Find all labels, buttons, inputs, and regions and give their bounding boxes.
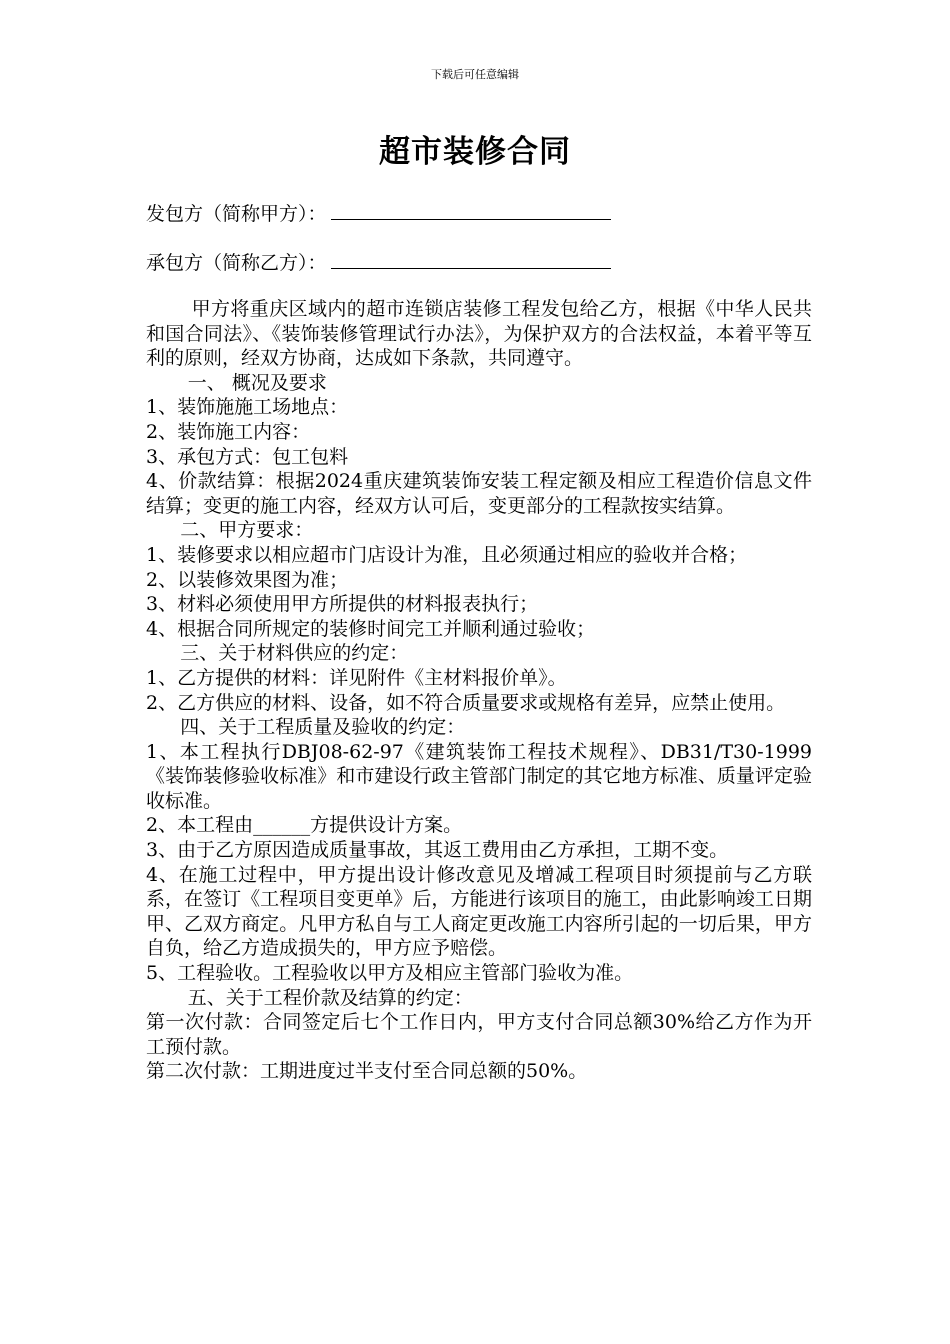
section-4-heading: 四、关于工程质量及验收的约定：: [180, 716, 466, 739]
contract-body: [146, 297, 812, 1084]
section-4-item: 5、工程验收。工程验收以甲方及相应主管部门验收为准。: [146, 962, 634, 985]
section-5-heading: 五、关于工程价款及结算的约定：: [187, 986, 473, 1009]
section-2-item: 2、以装修效果图为准；: [146, 568, 349, 591]
party-a-label: 发包方（简称甲方）：: [146, 203, 327, 225]
section-5-item: 第二次付款：工期进度过半支付至合同总额的50%。: [146, 1060, 588, 1083]
document-title: 超市装修合同: [379, 134, 571, 170]
section-2-heading: 二、甲方要求：: [180, 519, 314, 542]
intro-paragraph: 甲方将重庆区域内的超市连锁店装修工程发包给乙方，根据《中华人民共和国合同法》、《装饰装修管理试行办法》，为保护双方的合法权益，本着平等互利的原则，经双方协商，达成如下条款，共同遵守。: [146, 298, 812, 370]
section-3-heading: 三、关于材料供应的约定：: [180, 642, 409, 665]
party-a-line: [146, 199, 611, 226]
section-1-item: 1、装饰施施工场地点：: [146, 396, 349, 419]
section-4-item: 2、本工程由______方提供设计方案。: [146, 814, 463, 837]
party-b-line: [146, 248, 611, 275]
section-3-item: 2、乙方供应的材料、设备，如不符合质量要求或规格有差异，应禁止使用。: [146, 691, 786, 714]
section-2-item: 3、材料必须使用甲方所提供的材料报表执行；: [146, 593, 539, 616]
section-4-item: 4、在施工过程中，甲方提出设计修改意见及增减工程项目时须提前与乙方联系，在签订《工程项目变更单》后，方能进行该项目的施工，由此影响竣工日期甲、乙双方商定。凡甲方私自与工人商定更改施工内容所引起的一切后果，甲方自负，给乙方造成损失的，甲方应予赔偿。: [146, 863, 812, 960]
party-b-blank: [331, 250, 611, 269]
section-1-item: 2、装饰施工内容：: [146, 420, 311, 443]
party-b-label: 承包方（简称乙方）：: [146, 252, 327, 274]
section-3-item: 1、乙方提供的材料：详见附件《主材料报价单》。: [146, 666, 567, 689]
section-2-item: 1、装修要求以相应超市门店设计为准，且必须通过相应的验收并合格；: [146, 543, 748, 566]
party-a-blank: [331, 201, 611, 220]
section-4-item: 1、本工程执行DBJ08-62-97《建筑装饰工程技术规程》、DB31/T30-1999《装饰装修验收标准》和市建设行政主管部门制定的其它地方标准、质量评定验收标准。: [146, 740, 812, 812]
section-2-item: 4、根据合同所规定的装修时间完工并顺利通过验收；: [146, 617, 596, 640]
section-1-heading: 一、 概况及要求: [187, 371, 327, 394]
header-note: 下载后可任意编辑: [431, 68, 519, 81]
section-5-item: 第一次付款：合同签定后七个工作日内，甲方支付合同总额30%给乙方作为开工预付款。: [146, 1011, 812, 1058]
section-4-item: 3、由于乙方原因造成质量事故，其返工费用由乙方承担，工期不变。: [146, 839, 729, 862]
section-1-item: 3、承包方式：包工包料: [146, 445, 349, 468]
section-1-item: 4、价款结算：根据2024重庆建筑装饰安装工程定额及相应工程造价信息文件结算；变更的施工内容，经双方认可后，变更部分的工程款按实结算。: [146, 470, 812, 517]
